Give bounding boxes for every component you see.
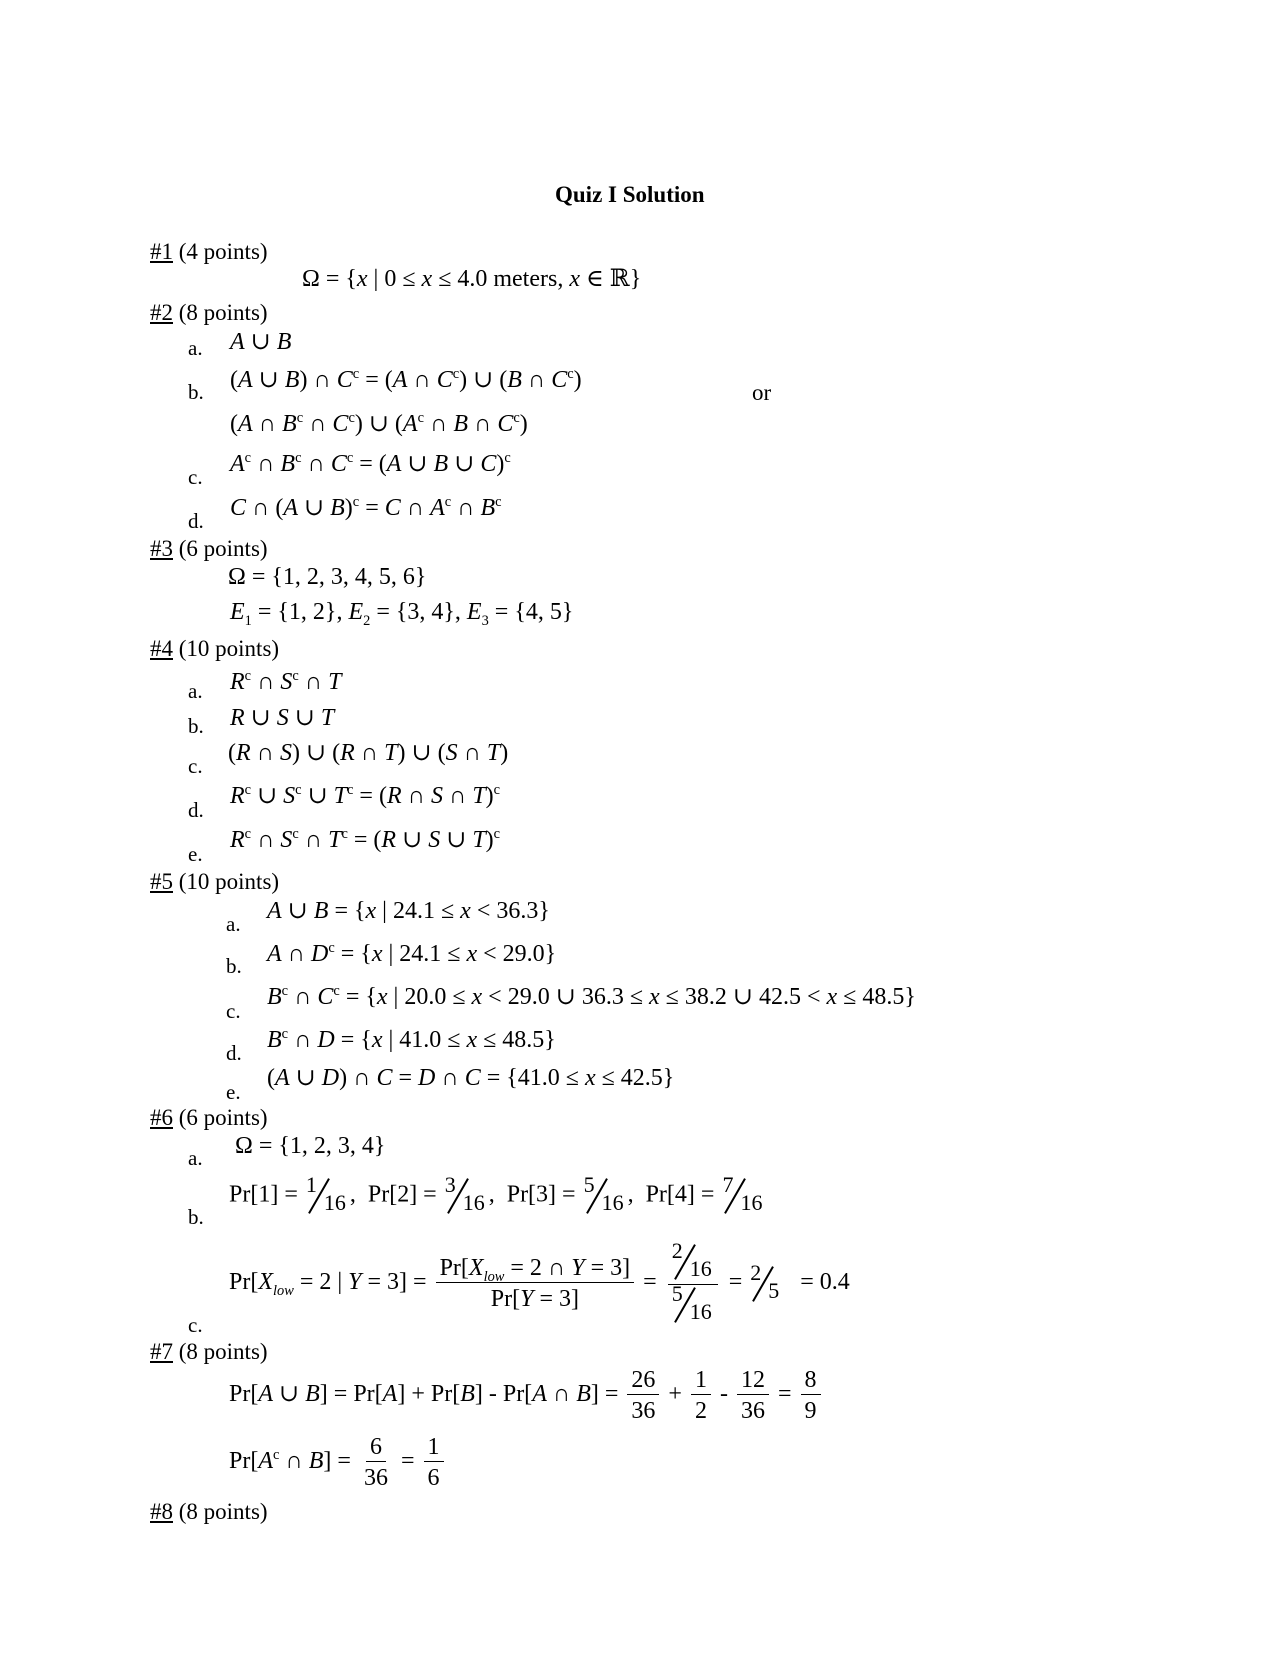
s2c-expression: $A^c$ ∩ $B^c$ ∩ $C^c = (A$ ∪ B ∪ C)$^c$ [230,450,511,477]
label-a: a. [226,912,241,936]
section-number: #2 [150,300,173,325]
label-b: b. [188,714,204,738]
s3-sample-space: Ω = {1, 2, 3, 4, 5, 6} [228,564,427,590]
s4c-expression: (R ∩ S) ∪ (R ∩ T) ∪ (S ∩ T) [228,740,509,766]
fraction: $\frac{6}{36}$ [363,1434,388,1491]
label-d: d. [226,1041,242,1065]
s5e-expression: (A ∪ D) ∩ C = D ∩ C = {41.0 ≤ x ≤ 42.5} [267,1065,675,1091]
s4a-expression: $R^c$ ∩ $S^c$ ∩ T [230,668,342,695]
s5c-expression: $B^c$ ∩ $C^c = \{x$ | 20.0 ≤ x < 29.0 ∪ 36.3 ≤ x ≤ 38.2 ∪ 42.5 < x ≤ 48.5} [267,983,916,1010]
fraction: $\frac{26}{36}$ [627,1368,659,1423]
section-points: (8 points) [173,300,268,325]
section-points: (8 points) [173,1339,268,1364]
fraction: $\frac{Pr[X_{low} = 2 \cap Y = 3]}{Pr[Y = 3]}$ [436,1256,635,1311]
fraction: $\frac{12}{36}$ [737,1368,769,1423]
label-a: a. [188,336,203,360]
label-b: b. [226,954,242,978]
section-number: #3 [150,536,173,561]
label-c: c. [188,754,203,778]
section-7-heading [150,1340,268,1363]
section-number: #7 [150,1339,173,1364]
section-points: (4 points) [173,239,268,264]
section-4-heading [150,637,279,660]
section-8-heading [150,1500,268,1523]
section-points: (8 points) [173,1499,268,1524]
section-points: (10 points) [173,869,280,894]
section-number: #5 [150,869,173,894]
s5a-expression: A ∪ B = {x | 24.1 ≤ x < 36.3} [267,898,550,924]
s3-events: $E_1 = \{1$, 2}, $E_2 = \{3$, 4}, $E_3 = \{4$, 5} [230,599,574,629]
label-d: d. [188,798,204,822]
s6b-probabilities: Pr[1] = 1 16 , Pr[2] = 3 16 , Pr[3] = 5 16 , Pr[4] = 7 16 [229,1176,766,1216]
s6a-sample-space: Ω = {1, 2, 3, 4} [235,1133,386,1159]
section-3-heading [150,537,268,560]
section-5-heading [150,870,279,893]
page-title: Quiz I Solution [555,182,705,207]
slash-fraction: 7 16 [722,1172,763,1215]
s4d-expression: $R^c$ ∪ $S^c$ ∪ $T^c = (R$ ∩ S ∩ T)$^c$ [230,782,501,809]
s4e-expression: $R^c$ ∩ $S^c$ ∩ $T^c = (R$ ∪ S ∪ T)$^c$ [230,826,501,853]
section-number: #8 [150,1499,173,1524]
slash-fraction: 3 16 [444,1172,485,1215]
section-1-heading [150,240,268,263]
fraction: $\frac{1}{2}$ [691,1368,711,1423]
label-b: b. [188,1205,204,1229]
slash-fraction: 1 16 [305,1172,346,1215]
or-text: or [752,380,772,405]
label-e: e. [188,842,203,866]
slash-fraction: 5 16 [583,1172,624,1215]
label-c: c. [188,465,203,489]
section-points: (6 points) [173,536,268,561]
s7-complement-probability: $Pr[A^c$ ∩ B] = $\frac{6}{36}$ = $\frac{1}{6}$ [229,1435,447,1490]
section-number: #1 [150,239,173,264]
section-number: #4 [150,636,173,661]
fraction: 2 16 5 16 [666,1242,720,1325]
s6c-conditional-probability: $Pr[X_{low} = 2$ | Y = 3] = $\frac{Pr[X_{low} = 2 \cap Y = 3]}{Pr[Y = 3]}$ = 2 16 5 16 = 2 5 = 0.4 [229,1238,850,1324]
s1-sample-space: Ω = {x | 0 ≤ x ≤ 4.0 meters, x ∈ ℝ} [302,266,642,292]
section-number: #6 [150,1105,173,1130]
section-6-heading [150,1106,268,1129]
label-c: c. [188,1313,203,1337]
s2b-expression-2: (A ∩ $B^c$ ∩ $C^c$) ∪ ($A^c$ ∩ B ∩ $C^c$) [230,410,528,437]
s2b-expression-1: (A ∪ B) ∩ $C^c = (A$ ∩ $C^c$) ∪ (B ∩ $C^c$) [230,366,582,393]
s5b-expression: A ∩ $D^c = \{x$ | 24.1 ≤ x < 29.0} [267,940,557,967]
section-2-heading [150,301,268,324]
fraction: $\frac{8}{9}$ [801,1368,821,1423]
s2d-expression: C ∩ (A ∪ B)$^c$ = C ∩ $A^c$ ∩ $B^c$ [230,494,502,521]
section-points: (10 points) [173,636,280,661]
slash-fraction: 2 5 [750,1259,780,1303]
label-a: a. [188,1146,203,1170]
s7-union-probability: Pr[A ∪ B] = Pr[A] + Pr[B] - Pr[A ∩ B] = $\frac{26}{36}$ + $\frac{1}{2}$ - $\frac{12}{36}$ = $\frac{8}{9}$ [229,1368,824,1423]
section-points: (6 points) [173,1105,268,1130]
label-a: a. [188,679,203,703]
fraction: $\frac{1}{6}$ [424,1435,444,1490]
label-c: c. [226,999,241,1023]
s4b-expression: R ∪ S ∪ T [230,705,335,731]
s2a-expression: A ∪ B [230,329,292,355]
label-d: d. [188,509,204,533]
label-b: b. [188,380,204,404]
s5d-expression: $B^c$ ∩ D = {x | 41.0 ≤ x ≤ 48.5} [267,1026,556,1053]
label-e: e. [226,1080,241,1104]
